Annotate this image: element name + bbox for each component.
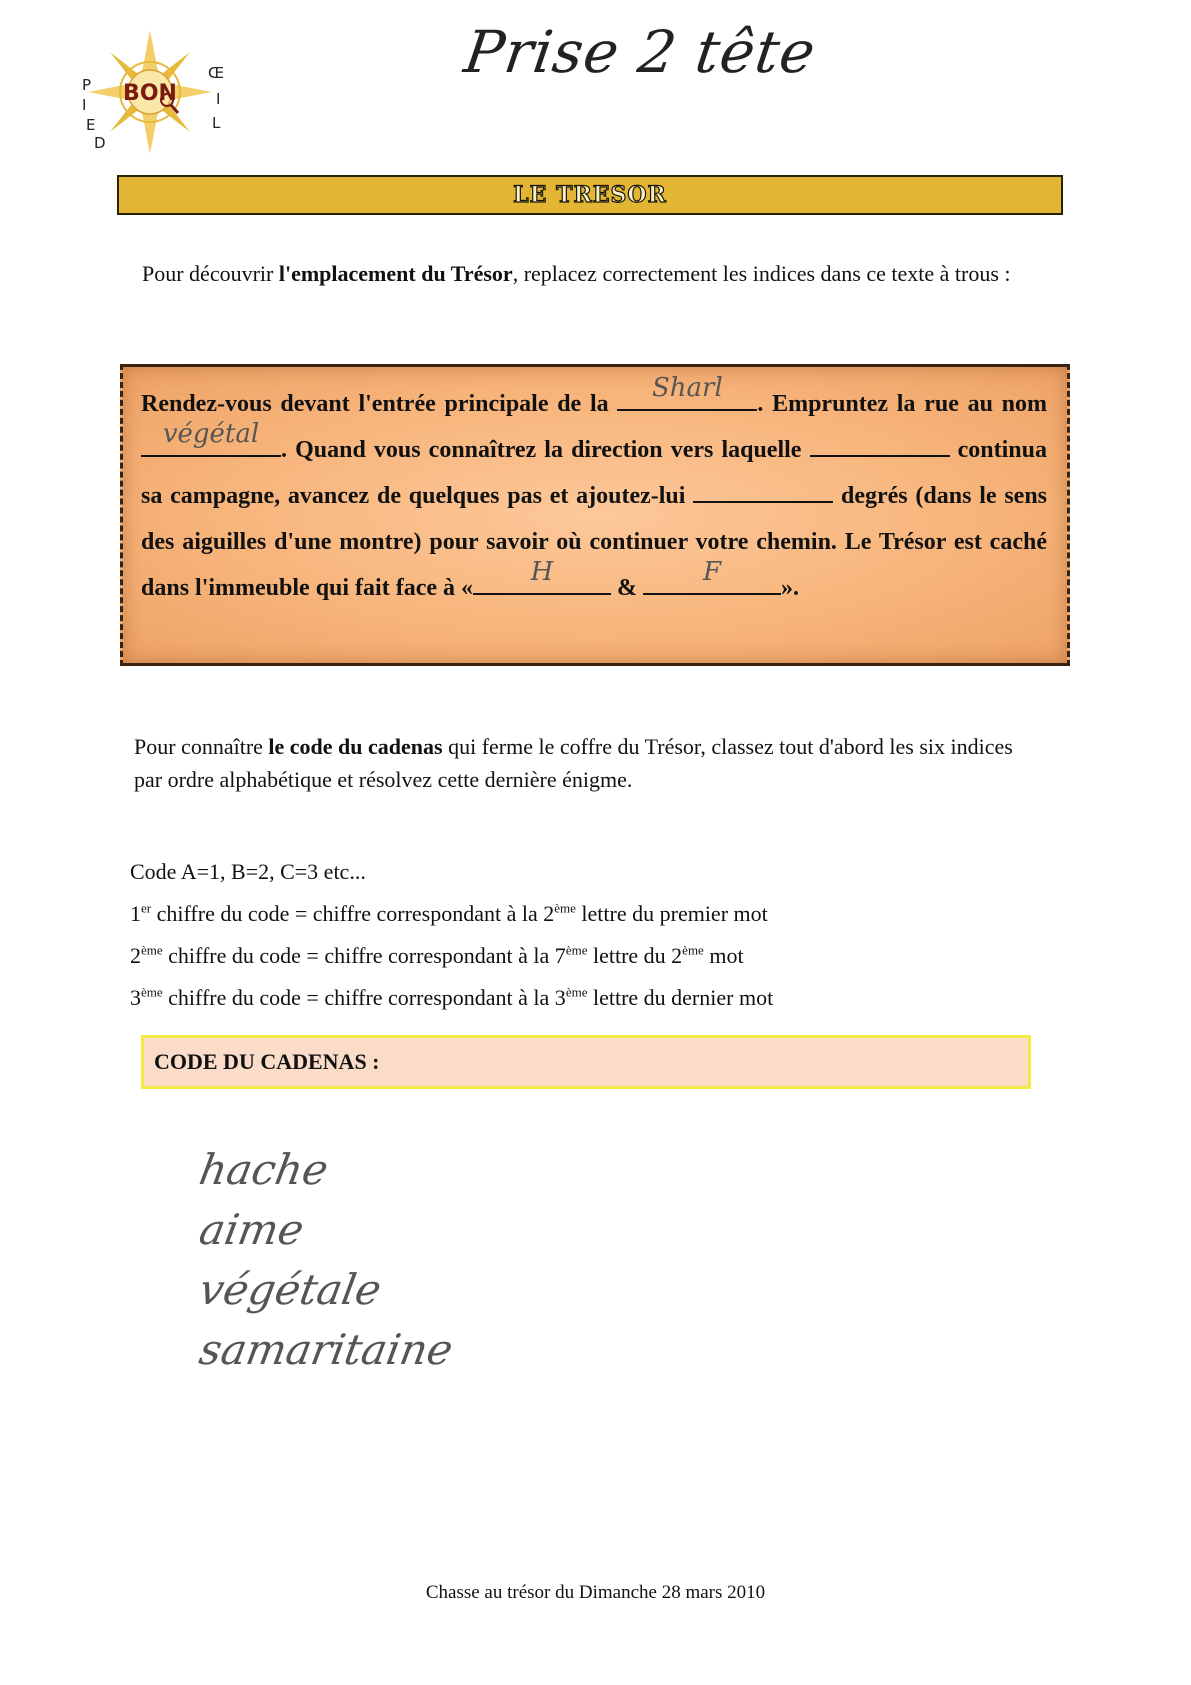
blank-5[interactable] bbox=[473, 557, 611, 595]
logo-letter: I bbox=[216, 90, 221, 108]
close-quote: ». bbox=[781, 575, 800, 601]
code-rule-1: 1er chiffre du code = chiffre correspondant à la 2ème lettre du premier mot bbox=[130, 900, 768, 926]
cadenas-bold: le code du cadenas bbox=[268, 734, 443, 759]
pied-bon-oeil-logo bbox=[60, 22, 235, 172]
treasure-riddle-box bbox=[120, 364, 1070, 666]
blank-3[interactable] bbox=[810, 431, 950, 457]
open-quote: « bbox=[461, 575, 474, 601]
handwritten-title: Prise 2 tête bbox=[460, 18, 821, 86]
blank-1[interactable] bbox=[617, 373, 757, 411]
intro-text: , replacez correctement les indices dans ce texte à trous : bbox=[512, 261, 1011, 286]
handwritten-words bbox=[195, 1140, 457, 1380]
code-cadenas-field[interactable] bbox=[141, 1035, 1031, 1089]
blank-4[interactable] bbox=[693, 477, 833, 503]
handwritten-word: hache bbox=[195, 1145, 332, 1194]
logo-letter: Œ bbox=[208, 64, 225, 82]
footer: Chasse au trésor du Dimanche 28 mars 2010 bbox=[425, 1582, 766, 1603]
blank-2-handwriting: végétal bbox=[162, 419, 260, 449]
intro-text: Pour découvrir bbox=[142, 261, 279, 286]
riddle-segment: . Quand vous connaîtrez la direction vers laquelle bbox=[281, 437, 802, 463]
blank-6[interactable] bbox=[643, 557, 781, 595]
blank-1-handwriting: Sharl bbox=[651, 373, 723, 403]
riddle-segment: . Empruntez la rue au nom bbox=[757, 391, 1048, 417]
banner-title: LE TRESOR bbox=[513, 182, 667, 208]
logo-letter: L bbox=[212, 114, 221, 132]
logo-letter: I bbox=[82, 96, 87, 114]
intro-bold: l'emplacement du Trésor bbox=[278, 261, 513, 286]
riddle-segment: continua sa campagne, avancez de quelques pas et ajoutez-lui bbox=[141, 437, 1047, 509]
blank-5-handwriting: H bbox=[530, 557, 554, 587]
code-rule-intro: Code A=1, B=2, C=3 etc... bbox=[130, 859, 366, 884]
intro-paragraph bbox=[142, 257, 1022, 290]
code-cadenas-label: CODE DU CADENAS : bbox=[154, 1049, 380, 1074]
code-rule-3: 3ème chiffre du code = chiffre correspondant à la 3ème lettre du dernier mot bbox=[130, 984, 774, 1010]
cadenas-text: qui ferme le coffre du Trésor, classez tout d'abord les six indices par ordre alphabétique et résolvez cette dernière énigme. bbox=[134, 734, 1013, 792]
riddle-segment: Rendez-vous devant l'entrée principale de la bbox=[141, 391, 609, 417]
blank-6-handwriting: F bbox=[702, 557, 722, 587]
code-rules bbox=[130, 851, 1030, 1019]
handwritten-word: aime bbox=[195, 1205, 308, 1254]
riddle-text bbox=[141, 373, 1048, 611]
title-banner bbox=[117, 175, 1063, 215]
cadenas-text: Pour connaître bbox=[134, 734, 269, 759]
logo-letter: P bbox=[82, 76, 92, 94]
riddle-segment: degrés (dans le sens des aiguilles d'une montre) pour savoir où continuer votre chemin. Le Trésor est caché dans l'immeuble qui fait face à bbox=[141, 483, 1048, 601]
ampersand: & bbox=[617, 575, 638, 601]
logo-center: BON bbox=[123, 81, 177, 106]
logo-letter: D bbox=[94, 134, 106, 152]
handwritten-word: végétale bbox=[195, 1265, 385, 1314]
handwritten-word: samaritaine bbox=[195, 1325, 457, 1374]
logo-letter: E bbox=[86, 116, 96, 134]
code-rule-2: 2ème chiffre du code = chiffre correspondant à la 7ème lettre du 2ème mot bbox=[130, 942, 744, 968]
cadenas-paragraph bbox=[134, 730, 1034, 796]
blank-2[interactable] bbox=[141, 419, 281, 457]
